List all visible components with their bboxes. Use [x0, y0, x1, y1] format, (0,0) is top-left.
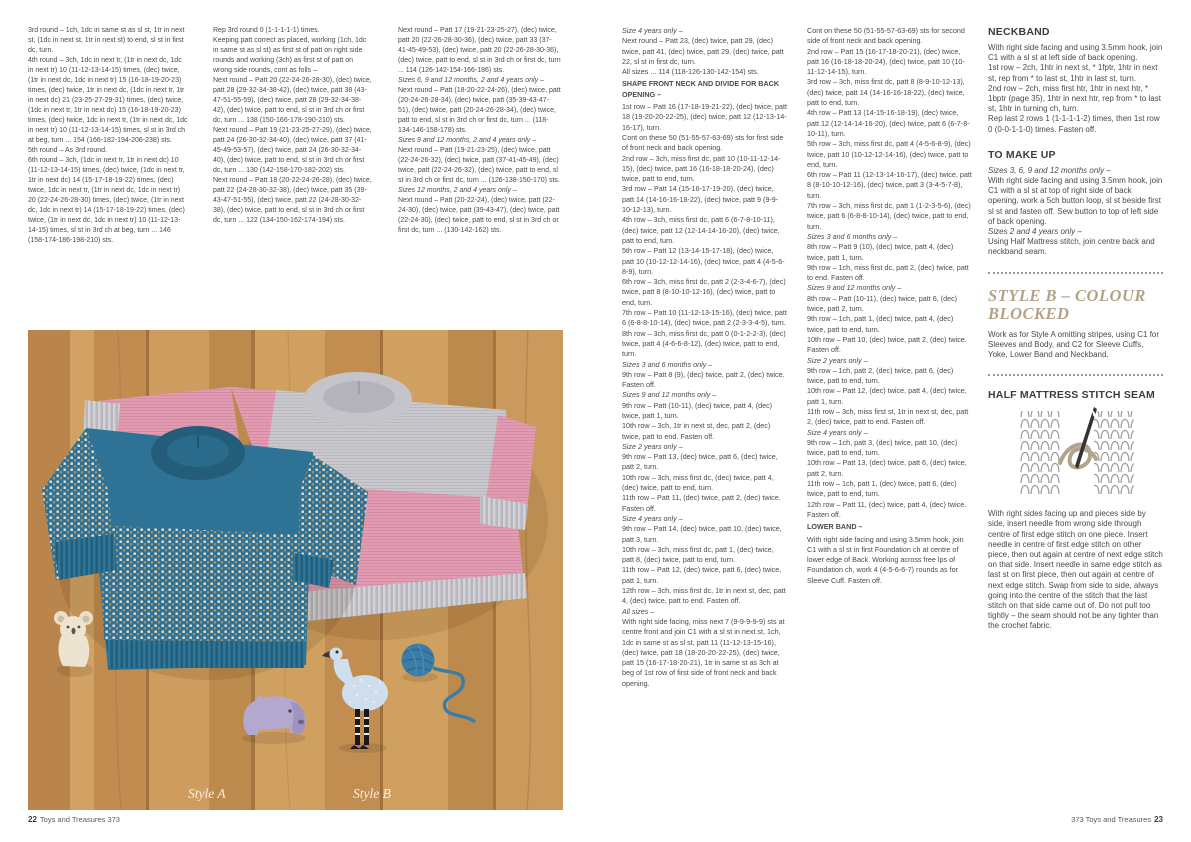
- pattern-paragraph: 3rd row – Patt 14 (15-16-17-19-20), (dec) twice, patt 14 (14-16-16-18-22), (dec) twice, patt 9 (9-9-10-12-13), turn.: [622, 184, 779, 215]
- pattern-paragraph: 9th row – 1ch, miss first dc, patt 2, (dec) twice, patt to end. Fasten off.: [807, 262, 969, 283]
- instruction-paragraph: Sizes 2 and 4 years only –: [988, 227, 1082, 237]
- half-mattress-stitch-illustration: [1010, 407, 1142, 501]
- pattern-paragraph: LOWER BAND –: [807, 522, 863, 532]
- pattern-paragraph: With right side facing and using 3.5mm hook, join C1 with a sl st in first Foundation ch at centre of lower edge of Back. Working across free lps of Foundation ch, work 4 (4-5-6-6-7) rounds as for Sleeve Cuff. Fasten off.: [807, 534, 964, 585]
- instruction-paragraph: Sizes 3, 6, 9 and 12 months only –: [988, 165, 1111, 175]
- to-make-up-heading: TO MAKE UP: [988, 148, 1056, 161]
- pattern-paragraph: 9th row – Patt 14, (dec) twice, patt 10, (dec) twice, patt 3, turn.: [622, 524, 782, 544]
- pattern-paragraph: 10th row – Patt 13, (dec) twice, patt 6, (dec) twice, patt 2, turn.: [807, 458, 967, 478]
- dotted-divider: [988, 374, 1163, 376]
- pattern-paragraph: Next round – Patt 19 (21-23-25-27-29), (dec) twice, patt 24 (26-30-32-34-40), (dec) twice, patt 37 (41-45-49-53-57), (dec) twice, patt 24 (26-30-32-34-40), (dec) twice, patt to end, sl st in 3rd ch or first dc, turn ... 130 (142-158-170-182-202) sts.: [213, 127, 372, 174]
- pattern-paragraph: 6th row – 3ch, miss first dc, patt 2 (2-3-4-6-7), (dec) twice, patt 8 (8-10-10-12-16), (dec) twice, patt to end, turn.: [622, 277, 786, 307]
- style-b-heading: STYLE B – COLOUR BLOCKED: [988, 285, 1146, 324]
- instruction-column: [988, 26, 1163, 646]
- instruction-paragraph: Using Half Mattress stitch, join centre back and neckband seam.: [988, 237, 1155, 257]
- to-make-up-section: [988, 149, 1163, 258]
- pattern-paragraph: 11th row – Patt 12, (dec) twice, patt 6, (dec) twice, patt 1, turn.: [622, 565, 782, 585]
- page-number: 22: [28, 815, 37, 824]
- dotted-divider: [988, 272, 1163, 274]
- pattern-paragraph: 8th row – 3ch, miss first dc, patt 0 (0-1-2-2-3), (dec) twice, patt 4 (4-6-6-8-12), (dec) twice, patt to end, turn.: [622, 328, 786, 359]
- pattern-paragraph: 4th round – 3ch, 1dc in next tr, (1tr in next dc, 1dc in next tr) 10 (11-12-13-14-15) times, (dec) twice, (1tr in next dc, 1dc in next tr) 15 (16-18-19-20-23) times, (dec) twice, 1tr in next dc, (1dc in next tr, 1tr in next dc) 21 (23-25-27-29-31) times, (dec) twice, (1dc in next tr, 1tr in next dc) 15 (16-18-19-20-23) times, (dec) twice, 1dc in next tr, (1tr in next dc, 1dc in next tr) 10 (11-12-13-14-15) times, sl st in 3rd ch at beg, turn ... 154 (166-182-194-206-238) sts.: [28, 57, 188, 144]
- pattern-paragraph: 5th row – Patt 12 (13-14-15-17-18), (dec) twice, patt 10 (10-12-12-14-16), (dec) twice, patt 4 (4-5-6-8-9), turn.: [622, 246, 785, 276]
- pattern-paragraph: 2nd row – Patt 15 (16-17-18-20-21), (dec) twice, patt 16 (16-18-18-20-24), (dec) twice, patt 10 (10-11-12-14-15), turn.: [807, 46, 965, 77]
- pattern-paragraph: 3rd round – 1ch, 1dc in same st as sl st, 1tr in next st, (1dc in next st, 1tr in next st) to end, sl st in first dc, turn.: [28, 27, 185, 54]
- sweaters-photo: [28, 330, 563, 810]
- pattern-paragraph: 3rd row – 3ch, miss first dc, patt 8 (8-9-10-12-13), (dec) twice, patt 14 (14-16-16-18-22), (dec) twice, patt to end, turn.: [807, 77, 965, 108]
- neckband-heading: NECKBAND: [988, 26, 1050, 38]
- pattern-paragraph: 9th row – Patt (10-11), (dec) twice, patt 4, (dec) twice, patt 1, turn.: [622, 400, 773, 420]
- pattern-paragraph: 8th row – Patt 9 (10), (dec) twice, patt 4, (dec) twice, patt 1, turn.: [807, 242, 954, 262]
- pattern-paragraph: Next round – Patt 17 (19-21-23-25-27), (dec) twice, patt 20 (22-26-28-30-36), (dec) twice, patt 33 (37-41-45-49-53), (dec) twice, patt 20 (22-26-28-30-36), (dec) twice, patt to end, sl st in 3rd ch or first dc, turn ... 114 (126-142-154-166-186) sts.: [398, 27, 561, 74]
- style-a-label: Style A: [188, 786, 226, 801]
- pattern-paragraph: Keeping patt correct as placed, working (1ch, 1dc in same st as sl st) as first st of patt on right side rounds and working (3ch) as first st of patt on wrong side rounds, cont as folls –: [213, 37, 367, 74]
- instruction-paragraph: With right side facing and using 3.5mm hook, join C1 with a sl st at top of right side of back opening, work a 5ch button loop, sl st beside first sl st and fasten off. Sew button to top of left side of back opening.: [988, 176, 1163, 226]
- pattern-column-2: [213, 26, 373, 326]
- pattern-paragraph: 7th row – Patt 10 (11-12-13-15-16), (dec) twice, patt 6 (6-8-8-10-14), (dec) twice, patt 2 (2-3-3-4-5), turn.: [622, 308, 787, 328]
- pattern-paragraph: Size 2 years only –: [622, 441, 683, 451]
- pattern-paragraph: 9th row – 1ch, patt 2, (dec) twice, patt 6, (dec) twice, patt to end, turn.: [807, 365, 954, 386]
- pattern-paragraph: 9th row – Patt 13, (dec) twice, patt 6, (dec) twice, patt 2, turn.: [622, 452, 778, 472]
- half-mattress-heading: HALF MATTRESS STITCH SEAM: [988, 389, 1155, 402]
- page-number: 23: [1154, 815, 1163, 824]
- pattern-paragraph: 6th round – 3ch, (1dc in next tr, 1tr in next dc) 10 (11-12-13-14-15) times, (dec) twice, (1dc in next tr, 1tr in next dc) 14 (15-17-18-19-22) times, (dec) twice, 1dc in next tr, (1tr in next dc, 1dc in next tr) 20 (22-24-26-28-30) times, (dec) twice, (1tr in next dc, 1dc in next tr) 14 (15-17-18-19-22) times, (dec) twice, (1tr in next dc, 1dc in next tr) 10 (11-12-13-14-15) times, sl st in 3rd ch at beg, turn ... 146 (158-174-186-198-210) sts.: [28, 157, 185, 244]
- koala-toy: [54, 611, 93, 677]
- pattern-paragraph: 11th row – 1ch, patt 1, (dec) twice, patt 6, (dec) twice, patt to end, turn.: [807, 479, 957, 499]
- style-b-text: Work as for Style A omitting stripes, using C1 for Sleeves and Body, and C2 for Sleeve Cuffs, Yoke, Lower Band and Neckband.: [988, 329, 1160, 359]
- pattern-column-3: [398, 26, 561, 326]
- neckband-section: [988, 26, 1163, 135]
- pattern-paragraph: 7th row – 3ch, miss first dc, patt 1 (1-2-3-5-6), (dec) twice, patt 6 (6-8-8-10-14), (dec) twice, patt to end, turn.: [807, 201, 971, 231]
- pattern-paragraph: Sizes 6, 9 and 12 months, 2 and 4 years only –: [398, 77, 544, 84]
- pattern-paragraph: Next round – Patt 23, (dec) twice, patt 29, (dec) twice, patt 41, (dec) twice, patt 29, (dec) twice, patt 22, sl st in first dc, turn.: [622, 36, 784, 66]
- half-mattress-section: [988, 389, 1163, 631]
- pattern-paragraph: Next round – Patt (19-21-23-25), (dec) twice, patt (22-24-26-32), (dec) twice, patt (37-41-45-49), (dec) twice, patt (22-24-26-32), (dec) twice, patt to end, sl st in 3rd ch or first dc, turn ... (126-138-150-170) sts.: [398, 147, 560, 184]
- pattern-paragraph: 5th round – As 3rd round.: [28, 147, 107, 154]
- half-mattress-text: With right sides facing up and pieces side by side, insert needle from wrong side through centre of first edge stitch on one piece. Insert needle in centre of first edge stitch on other piece, then out again at centre of next edge stitch on that side. Insert needle in same edge stitch as last st on first piece, then out again at centre of next edge stitch. Swap from side to side, always going into the centre of the stitch that the last stitch on that side came out of. Do not pull too tightly – the seam should not be any tighter than the crochet fabric.: [988, 509, 1163, 631]
- pattern-paragraph: Next round – Patt 20 (22-24-26-28-30), (dec) twice, patt 28 (29-32-34-38-42), (dec) twice, patt 38 (43-47-51-55-59), (dec) twice, patt 28 (29-32-34-38-42), (dec) twice, patt to end, sl st in 3rd ch or first dc, turn ... 138 (150-166-178-190-210) sts.: [213, 77, 372, 124]
- pattern-paragraph: With right side facing, miss next 7 (9-9-9-9-9) sts at centre front and join C1 with a sl st in next st, 1ch, 1dc in same st as sl st, patt 11 (11-12-13-15-16), (dec) twice, patt 18 (18-20-20-22-25), (dec) twice, patt 15 (16-17-18-20-21), 1tr in same st as 3ch at beg of 1st row of first side of front neck and back opening.: [622, 616, 785, 688]
- pattern-paragraph: 5th row – 3ch, miss first dc, patt 4 (4-5-6-8-9), (dec) twice, patt 10 (10-12-12-14-16), (dec) twice, patt to end, turn.: [807, 139, 971, 169]
- pattern-paragraph: Size 4 years only –: [622, 26, 683, 35]
- pattern-paragraph: Size 4 years only –: [622, 513, 683, 523]
- pattern-paragraph: 11th row – Patt 11, (dec) twice, patt 2, (dec) twice. Fasten off.: [622, 493, 781, 513]
- pattern-paragraph: 12th row – 3ch, miss first dc, 1tr in next st, dec, patt 4, (dec) twice, patt to end. Fasten off.: [622, 586, 786, 606]
- pattern-paragraph: All sizes ... 114 (118-126-130-142-154) sts.: [622, 67, 759, 77]
- pattern-paragraph: Sizes 9 and 12 months only –: [622, 390, 717, 400]
- pattern-paragraph: Sizes 9 and 12 months only –: [807, 283, 902, 293]
- pattern-paragraph: 9th row – 1ch, patt 1, (dec) twice, patt 4, (dec) twice, patt to end, turn.: [807, 314, 954, 334]
- magazine-title: 373 Toys and Treasures: [1071, 815, 1152, 824]
- style-b-section: [988, 287, 1163, 361]
- pattern-paragraph: 10th row – Patt 10, (dec) twice, patt 2, (dec) twice. Fasten off.: [807, 334, 967, 355]
- magazine-title: Toys and Treasures 373: [39, 815, 120, 824]
- pattern-paragraph: 10th row – 3ch, miss first dc, patt 1, (dec) twice, patt 8, (dec) twice, patt to end, turn.: [622, 544, 774, 565]
- pattern-paragraph: Sizes 3 and 6 months only –: [622, 359, 713, 369]
- pattern-paragraph: 11th row – 3ch, miss first st, 1tr in next st, dec, patt 2, (dec) twice, patt to end. Fasten off.: [807, 406, 969, 427]
- pattern-paragraph: 6th row – Patt 11 (12-13-14-16-17), (dec) twice, patt 8 (8-10-10-12-16), (dec) twice, patt 3 (3-4-5-7-8), turn.: [807, 170, 972, 200]
- instruction-paragraph: 1st row – 2ch, 1htr in next st, * 1fptr, 1htr in next st, rep from * to last st, 1htr in last st, turn.: [988, 63, 1158, 83]
- pattern-paragraph: Sizes 3 and 6 months only –: [807, 231, 898, 241]
- pattern-paragraph: 4th row – 3ch, miss first dc, patt 6 (6-7-8-10-11), (dec) twice, patt 12 (12-14-14-16-20), (dec) twice, patt to end, turn.: [622, 215, 780, 245]
- pattern-paragraph: 8th row – Patt (10-11), (dec) twice, patt 6, (dec) twice, patt 2, turn.: [807, 293, 958, 314]
- pattern-paragraph: 9th row – Patt 8 (9), (dec) twice, patt 2, (dec) twice. Fasten off.: [622, 369, 785, 390]
- right-page-footer: [1068, 815, 1163, 824]
- pattern-paragraph: Cont on these 50 (51-55-57-63-69) sts for first side of front neck and back opening.: [622, 132, 784, 153]
- instruction-paragraph: Rep last 2 rows 1 (1-1-1-1-2) times, then 1st row 0 (0-0-1-1-0) times. Fasten off.: [988, 114, 1160, 134]
- pattern-paragraph: 4th row – Patt 13 (14-15-16-18-19), (dec) twice, patt 12 (12-14-14-16-20), (dec) twice, patt 6 (6-7-8-10-11), turn.: [807, 108, 970, 138]
- pattern-paragraph: 2nd row – 3ch, miss first dc, patt 10 (10-11-12-14-15), (dec) twice, patt 16 (16-18-18-20-24), (dec) twice, patt to end, turn.: [622, 153, 781, 184]
- pattern-paragraph: 1st row – Patt 16 (17-18-19-21-22), (dec) twice, patt 18 (19-20-20-22-25), (dec) twice, patt 12 (12-13-14-16-17), turn.: [622, 102, 787, 132]
- left-page-footer: [28, 815, 123, 824]
- pattern-paragraph: Cont on these 50 (51-55-57-63-69) sts for second side of front neck and back opening.: [807, 26, 965, 46]
- pattern-paragraph: Rep 3rd round 0 (1-1-1-1-1) times.: [213, 27, 320, 34]
- pattern-paragraph: 10th row – 3ch, 1tr in next st, dec, patt 2, (dec) twice, patt to end. Fasten off.: [622, 421, 771, 441]
- pattern-paragraph: Next round – Patt (20-22-24), (dec) twice, patt (22-24-30), (dec) twice, patt (39-43-47), (dec) twice, patt (22-24-30), (dec) twice, patt to end, sl st in 3rd ch or first dc, turn ... (130-142-162) sts.: [398, 197, 560, 234]
- pattern-paragraph: 10th row – 3ch, miss first dc, (dec) twice, patt 4, (dec) twice, patt to end, turn.: [622, 472, 774, 493]
- style-b-label: Style B: [353, 786, 391, 801]
- instruction-paragraph: 2nd row – 2ch, miss first htr, 1htr in next htr, * 1bptr (page 35), 1htr in next htr, rep from * to last st, 1htr in turning ch, turn.: [988, 83, 1161, 114]
- pattern-paragraph: Size 2 years only –: [807, 355, 868, 365]
- pattern-paragraph: Next round – Patt 18 (20-22-24-26-28), (dec) twice, patt 22 (24-28-30-32-38), (dec) twice, patt 35 (39-43-47-51-55), (dec) twice, patt 22 (24-28-30-32-38), (dec) twice, patt to end, sl st in 3rd ch or first dc, turn ... 122 (134-150-162-174-194) sts.: [213, 177, 372, 224]
- pattern-paragraph: Size 4 years only –: [807, 427, 868, 437]
- instruction-paragraph: With right side facing and using 3.5mm hook, join C1 with a sl st at left side of back opening.: [988, 43, 1163, 63]
- pattern-paragraph: 9th row – 1ch, patt 3, (dec) twice, patt 10, (dec) twice, patt to end, turn.: [807, 437, 958, 458]
- pattern-paragraph: Next round – Patt (18-20-22-24-26), (dec) twice, patt (20-24-26-28-34), (dec) twice, patt (35-39-43-47-51), (dec) twice, patt (20-24-26-28-34), (dec) twice, patt to end, sl st in 3rd ch or first dc, turn ... (118-134-146-158-178) sts.: [398, 87, 561, 134]
- pattern-column-5: [807, 26, 972, 766]
- pattern-paragraph: Sizes 9 and 12 months, 2 and 4 years only –: [398, 137, 537, 144]
- pattern-column-4: [622, 26, 787, 818]
- pattern-paragraph: All sizes –: [622, 606, 655, 616]
- pattern-paragraph: 10th row – Patt 12, (dec) twice, patt 4, (dec) twice, patt 1, turn.: [807, 386, 967, 406]
- pattern-column-1: [28, 26, 188, 326]
- pattern-paragraph: 12th row – Patt 11, (dec) twice, patt 4, (dec) twice. Fasten off.: [807, 499, 967, 519]
- pattern-paragraph: Sizes 12 months, 2 and 4 years only –: [398, 187, 517, 194]
- pattern-paragraph: SHAPE FRONT NECK AND DIVIDE FOR BACK OPENING –: [622, 79, 780, 99]
